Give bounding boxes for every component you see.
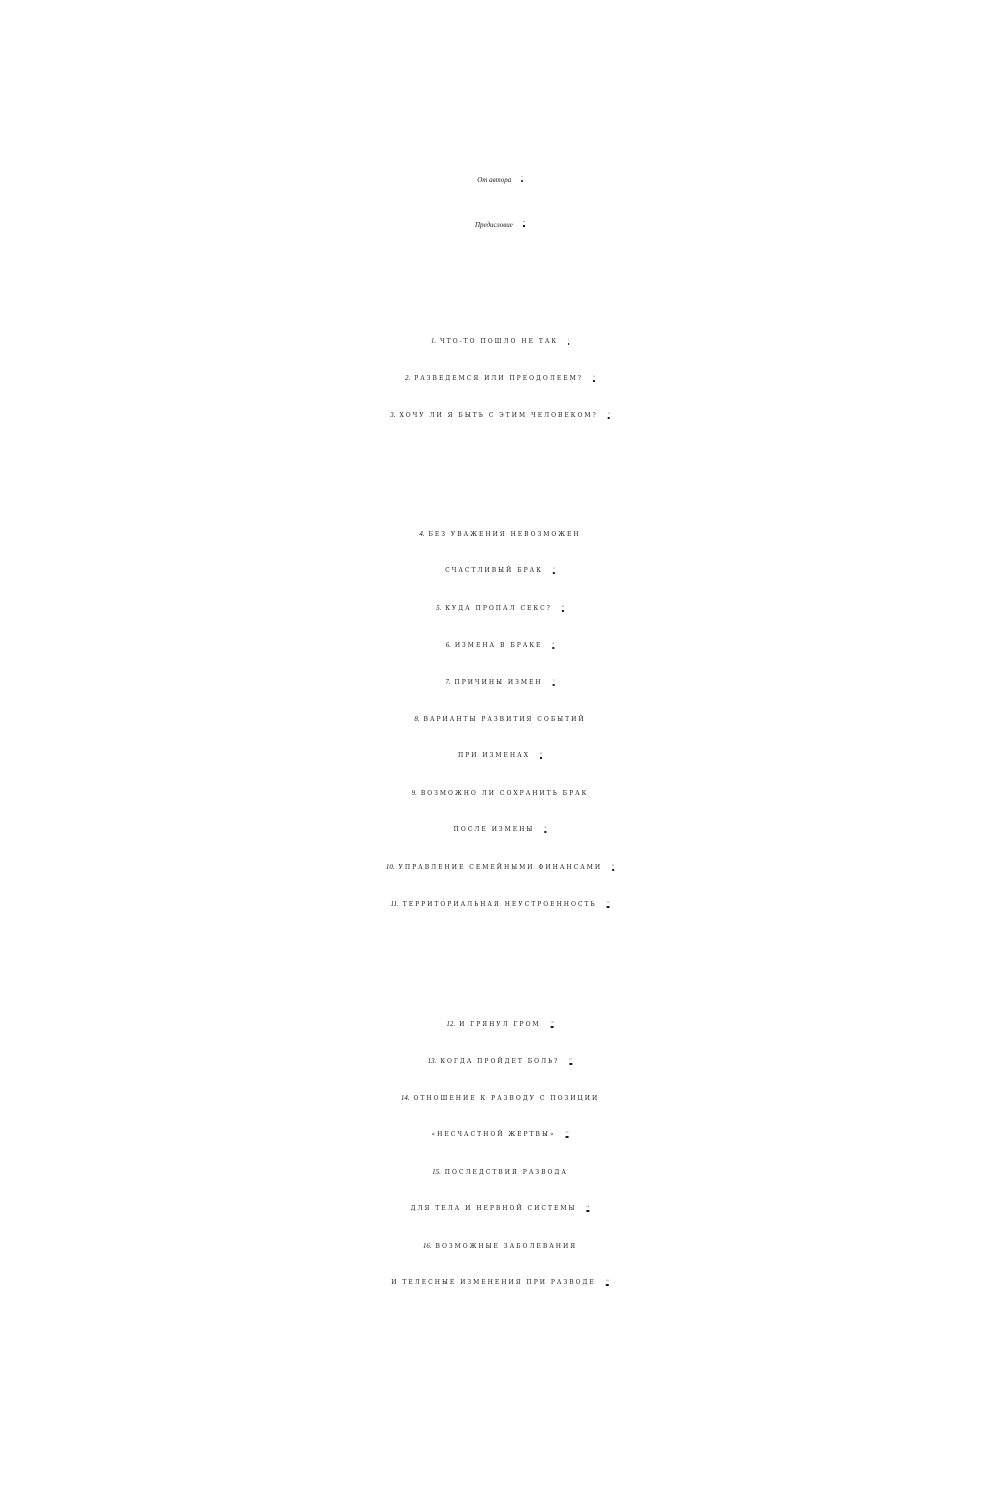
front-matter-title: От автора [477,176,512,184]
chapter-entry [0,1020,1000,1028]
page-number: 135 [565,1132,569,1134]
chapter-title: ХОЧУ ЛИ Я БЫТЬ С ЭТИМ ЧЕЛОВЕКОМ? [399,412,598,419]
chapter-entry-continuation [0,826,1000,833]
chapter-title: ВОЗМОЖНЫЕ ЗАБОЛЕВАНИЯ [435,1243,578,1250]
chapter-entry [0,530,1000,538]
chapter-entry-continuation [0,752,1000,759]
chapter-number: 11. [390,900,399,908]
chapter-title: ЧТО-ТО ПОШЛО НЕ ТАК [440,338,559,345]
chapter-title: «НЕСЧАСТНОЙ ЖЕРТВЫ» [431,1131,556,1138]
page-number: 111 [606,902,610,904]
page-number: 23 [607,413,610,415]
page-number: 15 [592,376,595,378]
chapter-number: 14. [400,1094,410,1102]
chapter-title: КОГДА ПРОЙДЕТ БОЛЬ? [440,1058,560,1065]
chapter-entry-continuation [0,567,1000,574]
chapter-entry-continuation [0,1279,1000,1286]
page-number: 127 [569,1059,573,1061]
chapter-entry [0,1094,1000,1102]
chapter-title: БЕЗ УВАЖЕНИЯ НЕВОЗМОЖЕН [428,531,581,538]
chapter-entry [0,411,1000,419]
chapter-entry [0,604,1000,612]
chapter-number: 3. [390,411,396,419]
chapter-title: ПОСЛЕДСТВИЯ РАЗВОДА [444,1169,568,1176]
chapter-title: УПРАВЛЕНИЕ СЕМЕЙНЫМИ ФИНАНСАМИ [398,864,603,871]
page-number: 93 [544,827,547,829]
chapter-title: ДЛЯ ТЕЛА И НЕРВНОЙ СИСТЕМЫ [410,1205,577,1212]
chapter-entry-continuation [0,1131,1000,1138]
chapter-title: ВАРИАНТЫ РАЗВИТИЯ СОБЫТИЙ [423,716,586,723]
chapter-entry-continuation [0,1205,1000,1212]
chapter-number: 1. [430,337,437,345]
page-number: 49 [561,606,564,608]
chapter-number: 7. [445,678,451,686]
page-number: ix [521,176,523,178]
chapter-number: 12. [446,1020,456,1028]
chapter-entry [0,1057,1000,1065]
page-number: xii [522,221,526,223]
chapter-title: ПРИЧИНЫ ИЗМЕН [454,679,543,686]
chapter-title: И ГРЯНУЛ ГРОМ [459,1021,541,1028]
chapter-entry [0,1168,1000,1176]
chapter-entry [0,900,1000,908]
front-matter-entry [0,221,1000,229]
chapter-number: 16. [422,1242,432,1250]
chapter-number: 2. [405,374,411,382]
chapter-title: КУДА ПРОПАЛ СЕКС? [445,605,552,612]
page-number: 141 [586,1206,590,1208]
chapter-number: 8. [414,715,420,723]
chapter-entry [0,863,1000,871]
page-number: 99 [612,865,615,867]
part-heading [0,982,1000,985]
chapter-number: 4. [419,530,425,538]
front-matter-entry [0,176,1000,184]
page-number: 119 [550,1022,554,1024]
chapter-title: ТЕРРИТОРИАЛЬНАЯ НЕУСТРОЕННОСТЬ [402,901,597,908]
front-matter-title: Предисловие [474,221,513,229]
chapter-number: 9. [411,789,417,797]
chapter-entry [0,715,1000,723]
page-number: 5 [568,339,570,341]
page-number: 151 [605,1280,609,1282]
chapter-title: СЧАСТЛИВЫЙ БРАК [445,567,543,574]
chapter-title: РАЗВЕДЕМСЯ ИЛИ ПРЕОДОЛЕЕМ? [414,375,583,382]
part-heading [0,492,1000,495]
chapter-title: ВОЗМОЖНО ЛИ СОХРАНИТЬ БРАК [420,790,589,797]
chapter-number: 13. [427,1057,437,1065]
chapter-entry [0,374,1000,382]
chapter-entry [0,789,1000,797]
chapter-entry [0,641,1000,649]
chapter-title: ПОСЛЕ ИЗМЕНЫ [453,826,535,833]
chapter-number: 15. [432,1168,441,1176]
page-number: 61 [552,643,555,645]
chapter-title: ИЗМЕНА В БРАКЕ [454,642,543,649]
page-number: 85 [539,753,542,755]
chapter-number: 5. [436,604,442,612]
chapter-entry [0,1242,1000,1250]
chapter-number: 6. [445,641,451,649]
page-number: 71 [552,680,555,682]
part-heading [0,298,1000,301]
chapter-title: ОТНОШЕНИЕ К РАЗВОДУ С ПОЗИЦИИ [413,1095,600,1102]
chapter-title: ПРИ ИЗМЕНАХ [458,752,530,759]
page-number: 37 [552,568,555,570]
chapter-number: 10. [385,863,395,871]
chapter-entry [0,678,1000,686]
chapter-title: И ТЕЛЕСНЫЕ ИЗМЕНЕНИЯ ПРИ РАЗВОДЕ [391,1279,596,1286]
chapter-entry [0,337,1000,345]
